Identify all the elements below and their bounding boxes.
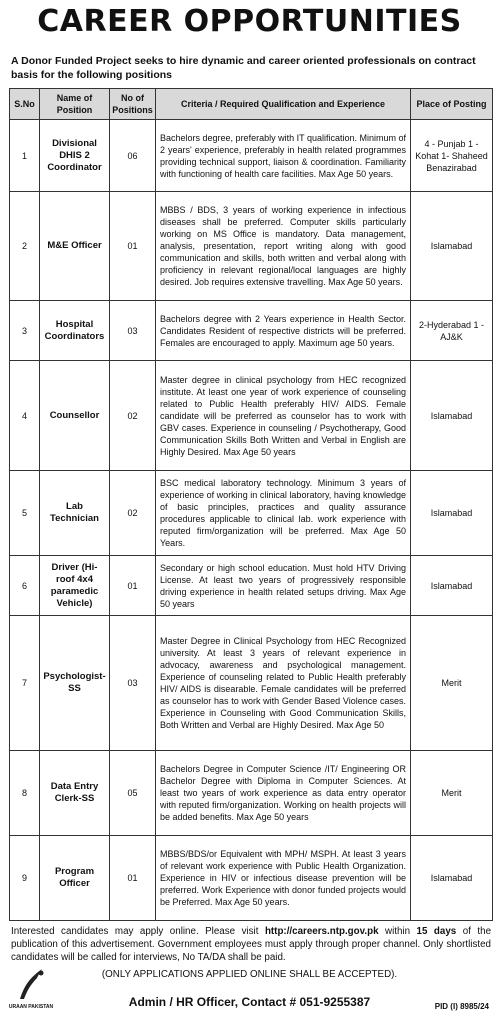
table-row <box>10 556 493 616</box>
table-row <box>10 192 493 301</box>
table-row <box>10 616 493 751</box>
intro-text: A Donor Funded Project seeks to hire dynamic and career oriented professionals on contract basis for the following positions <box>11 55 476 81</box>
cell-place: Islamabad <box>411 361 493 471</box>
cell-position: Psychologist-SS <box>40 616 110 751</box>
header-criteria: Criteria / Required Qualification and Experience <box>156 89 411 120</box>
instructions-part-3: of the publication of this advertisement. Government employees must apply through proper channel. Only shortlisted candidates will be called for interviews, No TA/DA shall be paid. <box>11 926 492 963</box>
cell-position: Data Entry Clerk-SS <box>40 751 110 836</box>
cell-num: 02 <box>110 361 156 471</box>
cell-place: 4 - Punjab 1 - Kohat 1- Shaheed Benazirabad <box>411 120 493 192</box>
cell-sno: 9 <box>10 836 40 921</box>
cell-sno: 3 <box>10 301 40 361</box>
cell-place: Merit <box>411 616 493 751</box>
contact-info: Admin / HR Officer, Contact # 051-9255387 <box>128 995 371 1009</box>
logo-text: URAAN PAKISTAN <box>8 1004 54 1010</box>
cell-criteria: Bachelors Degree in Computer Science /IT/ Engineering OR Bachelor Degree with Diploma in Computer Sciences. At least two years of work experience as data entry operator with reputed firm/organization. Working on health projects will be added benefits. Max Age 50 years <box>156 751 411 836</box>
cell-position: Counsellor <box>40 361 110 471</box>
cell-num: 03 <box>110 616 156 751</box>
instructions-part-2: within <box>378 926 417 937</box>
cell-position: M&E Officer <box>40 192 110 301</box>
cell-num: 05 <box>110 751 156 836</box>
instructions-part-1: Interested candidates may apply online. Please visit <box>11 926 265 937</box>
cell-position: Hospital Coordinators <box>40 301 110 361</box>
page-title: CAREER OPPORTUNITIES <box>37 4 462 39</box>
header-sno: S.No <box>10 89 40 120</box>
application-instructions <box>11 925 491 964</box>
table-row <box>10 751 493 836</box>
cell-position: Program Officer <box>40 836 110 921</box>
cell-num: 01 <box>110 556 156 616</box>
cell-num: 06 <box>110 120 156 192</box>
cell-num: 01 <box>110 836 156 921</box>
header-place: Place of Posting <box>411 89 493 120</box>
cell-sno: 4 <box>10 361 40 471</box>
header-num-positions: No of Positions <box>110 89 156 120</box>
cell-place: 2-Hyderabad 1 - AJ&K <box>411 301 493 361</box>
cell-criteria: Master degree in clinical psychology from HEC recognized institute. At least one year of work experience of counseling related to Public Health preferably HIV/ AIDS. Female candidate will be preferred as counselor has to work with GBV cases. Experience in counseling / Psychotherapy, Good Communication Skills Both Written and Verbal in English are Highly Desired. Max Age 50 years <box>156 361 411 471</box>
careers-link[interactable]: http://careers.ntp.gov.pk <box>264 926 379 937</box>
cell-sno: 1 <box>10 120 40 192</box>
cell-criteria: Bachelors degree, preferably with IT qualification. Minimum of 2 years' experience, preferably in health related programmes providing technical support, liaison & coordination. Familiarity with functioning of health care facilities. Max Age 50 years. <box>156 120 411 192</box>
pid-number: PID (I) 8985/24 <box>434 1002 489 1011</box>
cell-position: Divisional DHIS 2 Coordinator <box>40 120 110 192</box>
table-row <box>10 471 493 556</box>
cell-place: Islamabad <box>411 556 493 616</box>
cell-criteria: BSC medical laboratory technology. Minimum 3 years of experience of working in clinical laboratory, having knowledge of basic principles, practices and quality assurance procedures applicable to clinical lab. work experience with reputed firm/organization will be preferred. Max Age 50 Years. <box>156 471 411 556</box>
cell-num: 03 <box>110 301 156 361</box>
cell-place: Islamabad <box>411 836 493 921</box>
cell-sno: 5 <box>10 471 40 556</box>
cell-sno: 2 <box>10 192 40 301</box>
positions-table <box>9 88 493 921</box>
cell-criteria: Master Degree in Clinical Psychology from HEC Recognized university. At least 3 years of relevant experience in advocacy, awareness and psychological management. Experience of counseling related to Public Health preferably HIV/ AIDS is disearable. Female candidates will be preferred as counselor has to work with Gender Based Violence cases. Experience in Counseling with Good Communication Skills, Both Written and Verbal are Highly Desired. Max Age 50 <box>156 616 411 751</box>
cell-criteria: Secondary or high school education. Must hold HTV Driving License. At least two years of progressively responsible driving experience in health related setups driving. Max Age 50 years <box>156 556 411 616</box>
cell-num: 02 <box>110 471 156 556</box>
table-row <box>10 836 493 921</box>
cell-sno: 7 <box>10 616 40 751</box>
cell-sno: 8 <box>10 751 40 836</box>
cell-place: Merit <box>411 751 493 836</box>
cell-criteria: MBBS/BDS/or Equivalent with MPH/ MSPH. At least 3 years of relevant work experience with Public Health Organization. Experience in HIV or infectious disease prevention will be preferred. Work Experience with donor funded projects would be Preferred. Max Age 50 years. <box>156 836 411 921</box>
table-row <box>10 120 493 192</box>
header-position: Name of Position <box>40 89 110 120</box>
deadline-days: 15 days <box>416 926 457 937</box>
cell-place: Islamabad <box>411 192 493 301</box>
cell-num: 01 <box>110 192 156 301</box>
cell-position: Driver (Hi-roof 4x4 paramedic Vehicle) <box>40 556 110 616</box>
cell-sno: 6 <box>10 556 40 616</box>
table-row <box>10 301 493 361</box>
cell-criteria: Bachelors degree with 2 Years experience in Health Sector. Candidates Resident of respective districts will be preferred. Females are encouraged to apply. Maximum age 50 years. <box>156 301 411 361</box>
table-header-row <box>10 89 493 120</box>
cell-criteria: MBBS / BDS, 3 years of working experience in infectious diseases shall be preferred. Computer skills particularly working on MS Office is mandatory. Data management, analysis, presentation, report writing along with good communication and skills, both written and verbal along with proficiency in relevant regional/local languages are highly desired. Job requires extensive travelling. Max Age 50 years. <box>156 192 411 301</box>
cell-position: Lab Technician <box>40 471 110 556</box>
cell-place: Islamabad <box>411 471 493 556</box>
table-row <box>10 361 493 471</box>
online-only-note: (ONLY APPLICATIONS APPLIED ONLINE SHALL BE ACCEPTED). <box>101 969 398 980</box>
